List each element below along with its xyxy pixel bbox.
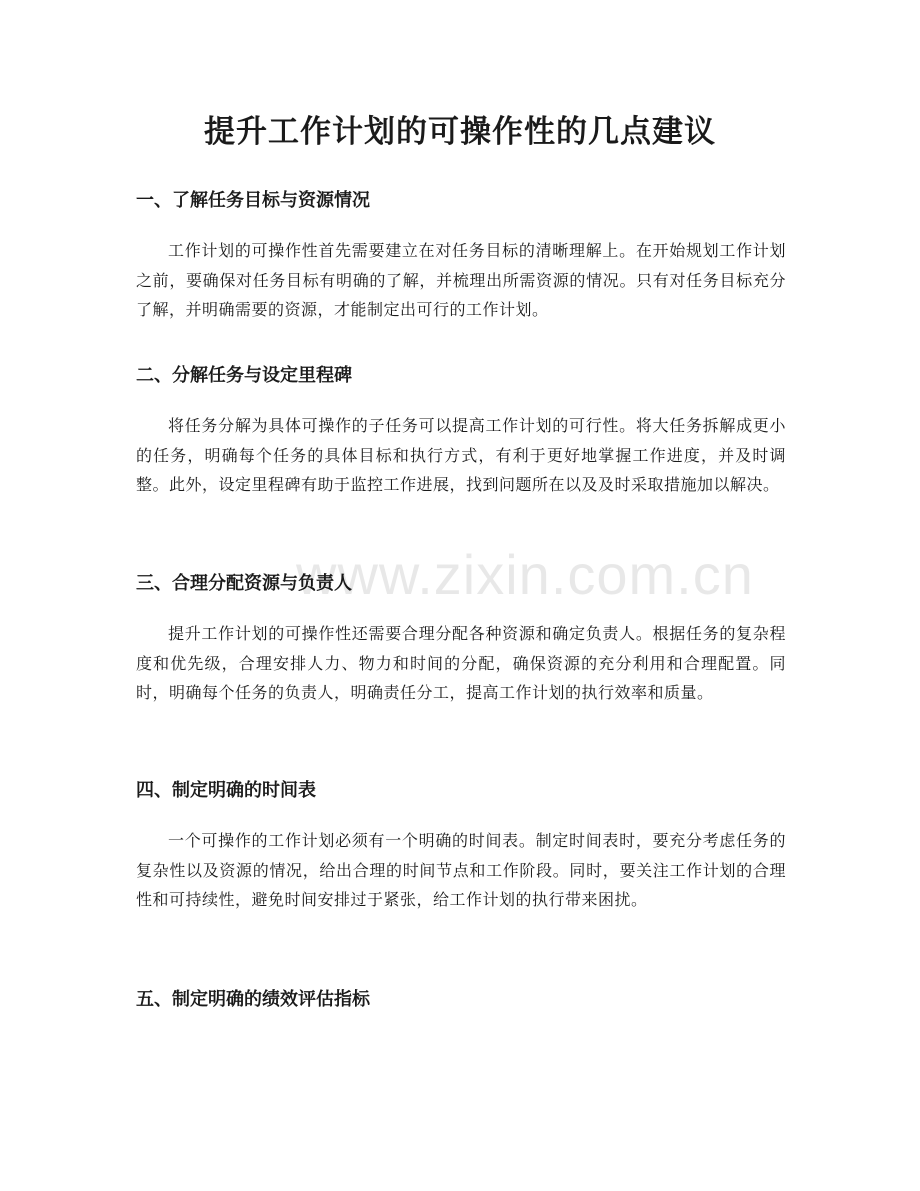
section-4 xyxy=(136,776,786,915)
watermark: www.zixin.com.cn xyxy=(296,543,754,606)
section-2 xyxy=(136,361,786,500)
section-heading: 五、制定明确的绩效评估指标 xyxy=(136,989,370,1010)
document-title: 提升工作计划的可操作性的几点建议 xyxy=(204,114,716,150)
section-heading: 四、制定明确的时间表 xyxy=(136,780,316,801)
section-paragraph: 将任务分解为具体可操作的子任务可以提高工作计划的可行性。将大任务拆解成更小的任务，明确每个任务的具体目标和执行方式，有利于更好地掌握工作进度，并及时调整。此外，设定里程碑有助于监控工作进展，找到问题所在以及及时采取措施加以解决。 xyxy=(136,416,786,494)
section-heading: 三、合理分配资源与负责人 xyxy=(136,573,352,594)
section-3 xyxy=(136,569,786,708)
section-5 xyxy=(136,985,786,1015)
section-heading: 二、分解任务与设定里程碑 xyxy=(136,365,352,386)
section-1 xyxy=(136,186,786,325)
section-paragraph: 一个可操作的工作计划必须有一个明确的时间表。制定时间表时，要充分考虑任务的复杂性以及资源的情况，给出合理的时间节点和工作阶段。同时，要关注工作计划的合理性和可持续性，避免时间安排过于紧张，给工作计划的执行带来困扰。 xyxy=(136,831,786,909)
section-heading: 一、了解任务目标与资源情况 xyxy=(136,190,370,211)
section-paragraph: 提升工作计划的可操作性还需要合理分配各种资源和确定负责人。根据任务的复杂程度和优先级，合理安排人力、物力和时间的分配，确保资源的充分利用和合理配置。同时，明确每个任务的负责人，明确责任分工，提高工作计划的执行效率和质量。 xyxy=(136,624,786,702)
section-paragraph: 工作计划的可操作性首先需要建立在对任务目标的清晰理解上。在开始规划工作计划之前，要确保对任务目标有明确的了解，并梳理出所需资源的情况。只有对任务目标充分了解，并明确需要的资源，才能制定出可行的工作计划。 xyxy=(136,241,786,319)
